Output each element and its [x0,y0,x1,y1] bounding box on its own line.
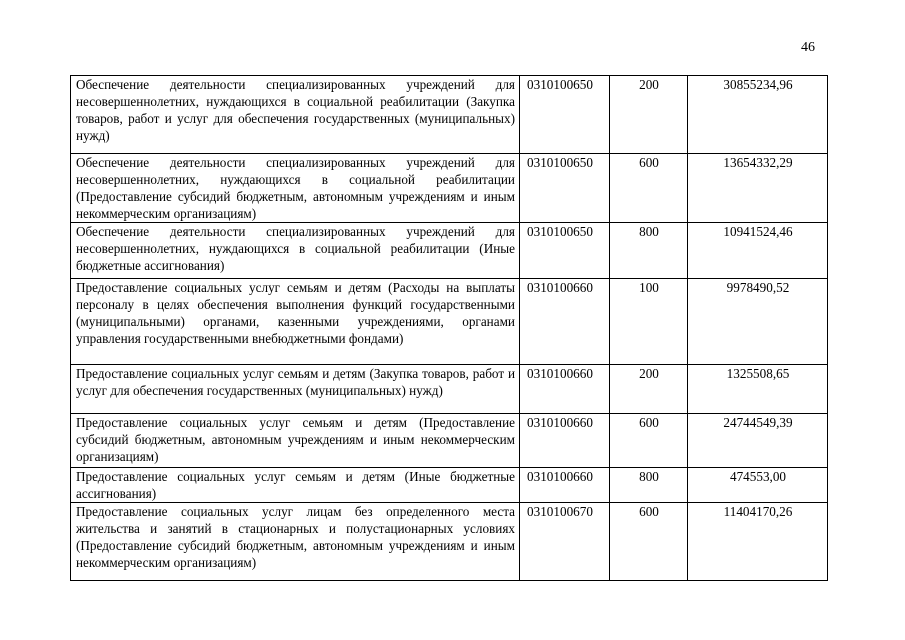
page-number: 46 [801,40,815,55]
row-expense-type: 800 [610,223,688,279]
row-description: Предоставление социальных услуг семьям и детям (Расходы на выплаты персоналу в целях обеспечения выполнения функций государственными (муниципальными) органами, казенными учреждениями, органами управления государственными внебюджетными фондами) [71,279,520,365]
table-row [71,414,828,468]
row-target-code: 0310100660 [520,414,610,468]
table-row [71,223,828,279]
table-row [71,76,828,154]
row-expense-type: 200 [610,76,688,154]
row-amount: 10941524,46 [688,223,828,279]
row-description: Обеспечение деятельности специализированных учреждений для несовершеннолетних, нуждающихся в социальной реабилитации (Иные бюджетные ассигнования) [71,223,520,279]
row-target-code: 0310100670 [520,503,610,581]
table-row [71,154,828,223]
row-description: Обеспечение деятельности специализированных учреждений для несовершеннолетних, нуждающихся в социальной реабилитации (Предоставление субсидий бюджетным, автономным учреждениям и иным некоммерческим организациям) [71,154,520,223]
row-expense-type: 600 [610,154,688,223]
table-row [71,279,828,365]
row-amount: 13654332,29 [688,154,828,223]
row-description: Предоставление социальных услуг семьям и детям (Закупка товаров, работ и услуг для обеспечения государственных (муниципальных) нужд) [71,365,520,414]
row-expense-type: 600 [610,414,688,468]
row-target-code: 0310100650 [520,223,610,279]
row-amount: 24744549,39 [688,414,828,468]
row-target-code: 0310100650 [520,154,610,223]
table-row [71,468,828,503]
row-description: Обеспечение деятельности специализированных учреждений для несовершеннолетних, нуждающихся в социальной реабилитации (Закупка товаров, работ и услуг для обеспечения государственных (муниципальных) нужд) [71,76,520,154]
row-target-code: 0310100660 [520,468,610,503]
row-description: Предоставление социальных услуг семьям и детям (Предоставление субсидий бюджетным, автономным учреждениям и иным некоммерческим организациям) [71,414,520,468]
row-expense-type: 800 [610,468,688,503]
row-target-code: 0310100660 [520,365,610,414]
budget-table [70,75,828,581]
row-expense-type: 600 [610,503,688,581]
row-amount: 9978490,52 [688,279,828,365]
row-expense-type: 200 [610,365,688,414]
row-description: Предоставление социальных услуг семьям и детям (Иные бюджетные ассигнования) [71,468,520,503]
row-target-code: 0310100660 [520,279,610,365]
row-amount: 1325508,65 [688,365,828,414]
row-amount: 11404170,26 [688,503,828,581]
table-row [71,503,828,581]
row-expense-type: 100 [610,279,688,365]
row-target-code: 0310100650 [520,76,610,154]
table-row [71,365,828,414]
row-description: Предоставление социальных услуг лицам без определенного места жительства и занятий в стационарных и полустационарных условиях (Предоставление субсидий бюджетным, автономным учреждениям и иным некоммерческим организациям) [71,503,520,581]
row-amount: 474553,00 [688,468,828,503]
row-amount: 30855234,96 [688,76,828,154]
